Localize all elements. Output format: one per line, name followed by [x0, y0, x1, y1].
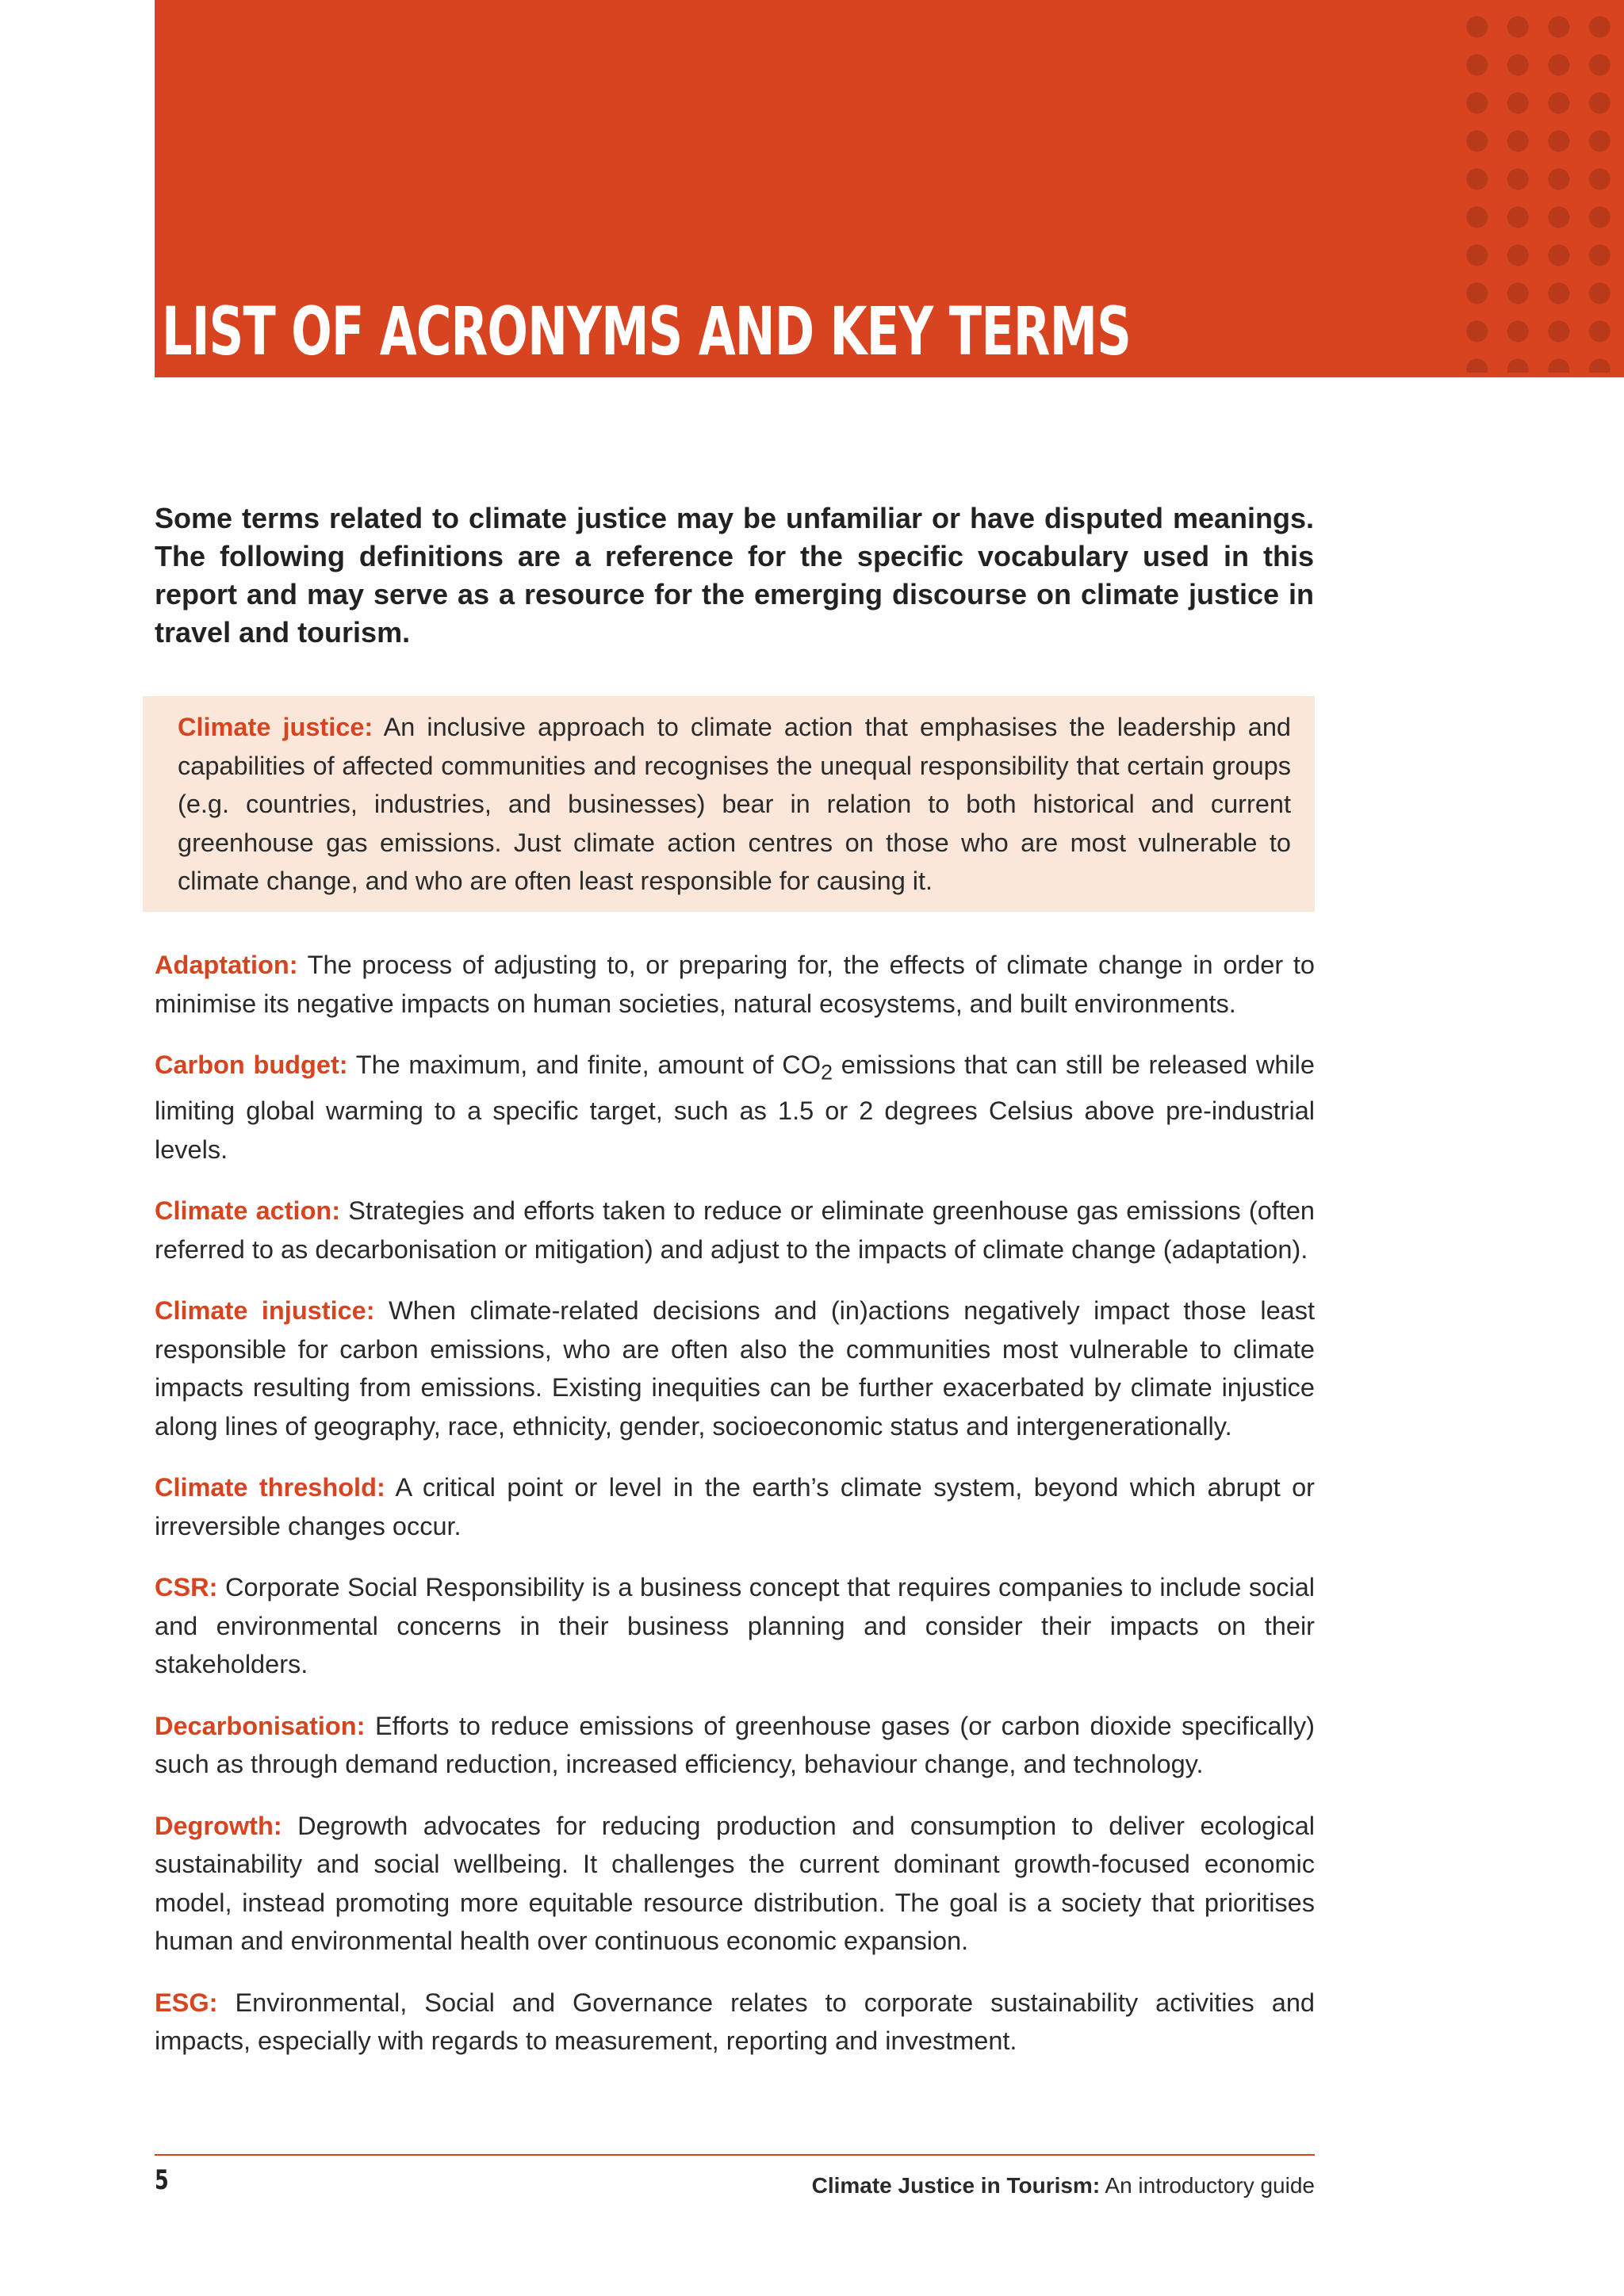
definition-adaptation: [155, 946, 1315, 1023]
term-label: Climate threshold:: [155, 1473, 385, 1502]
term-definition: A critical point or level in the earth’s climate system, beyond which abrupt or irreversible changes occur.: [155, 1473, 1315, 1540]
highlighted-definition-box: [143, 696, 1315, 912]
term-definition: The process of adjusting to, or preparing for, the effects of climate change in order to minimise its negative impacts on human societies, natural ecosystems, and built environments.: [155, 951, 1315, 1018]
definition-esg: [155, 1984, 1315, 2061]
term-definition: When climate-related decisions and (in)actions negatively impact those least responsible for carbon emissions, who are often also the communities most vulnerable to climate impacts resulting from emissions. Existing inequities can be further exacerbated by climate injustice along lines of geography, race, ethnicity, gender, socioeconomic status and intergenerationally.: [155, 1296, 1316, 1441]
term-label: Climate action:: [155, 1196, 341, 1225]
footer-document-title: [812, 2172, 1315, 2199]
term-label: ESG:: [155, 1988, 218, 2017]
dot-pattern-decoration: [1457, 8, 1624, 373]
definition-climate-injustice: [155, 1292, 1315, 1445]
definition-climate-action: [155, 1192, 1315, 1269]
intro-paragraph: Some terms related to climate justice may be unfamiliar or have disputed meanings. The following definitions are a reference for the specific vocabulary used in this report and may serve as a resource for the emerging discourse on climate justice in travel and tourism.: [155, 502, 1314, 649]
term-label: Carbon budget:: [155, 1050, 348, 1079]
term-definition: Corporate Social Responsibility is a business concept that requires companies to include social and environmental concerns in their business planning and consider their impacts on their stakeholders.: [155, 1573, 1316, 1678]
definition-climate-justice: [178, 708, 1291, 901]
term-label: Adaptation:: [155, 951, 298, 979]
definition-degrowth: [155, 1807, 1315, 1961]
term-definition: Degrowth advocates for reducing production and consumption to deliver ecological sustainability and social wellbeing. It challenges the current dominant growth-focused economic model, instead promoting more equitable resource distribution. The goal is a society that prioritises human and environmental health over continuous economic expansion.: [155, 1811, 1315, 1955]
footer-title-bold: Climate Justice in Tourism:: [811, 2173, 1101, 2198]
term-definition: An inclusive approach to climate action that emphasises the leadership and capabilities of affected communities and recognises the unequal responsibility that certain groups (e.g. countries, industries, and businesses) bear in relation to both historical and current greenhouse gas emissions. Just climate action centres on those who are most vulnerable to climate change, and who are often least responsible for causing it.: [178, 713, 1291, 895]
term-label: Climate justice:: [178, 713, 373, 741]
definition-carbon-budget: [155, 1046, 1315, 1169]
term-label: Degrowth:: [155, 1811, 282, 1840]
term-label: Climate injustice:: [155, 1296, 375, 1325]
term-definition: Strategies and efforts taken to reduce or eliminate greenhouse gas emissions (often referred to as decarbonisation or mitigation) and adjust to the impacts of climate change (adaptation).: [155, 1196, 1316, 1264]
term-definition: The maximum, and finite, amount of CO: [355, 1050, 822, 1079]
subscript-two: 2: [821, 1059, 833, 1085]
definition-decarbonisation: [155, 1707, 1315, 1784]
term-definition-continued: emissions that can still be released while limiting global warming to a specific target, such as 1.5 or 2 degrees Celsius above pre-industrial levels.: [155, 1050, 1315, 1164]
term-label: Decarbonisation:: [155, 1711, 366, 1740]
term-definition: Environmental, Social and Governance relates to corporate sustainability activities and impacts, especially with regards to measurement, reporting and investment.: [155, 1988, 1315, 2055]
page-title: LIST OF ACRONYMS AND KEY TERMS: [162, 293, 1132, 370]
footer-title-rest: An introductory guide: [1100, 2173, 1315, 2198]
definition-csr: [155, 1568, 1315, 1684]
page-number: 5: [155, 2164, 169, 2196]
definition-climate-threshold: [155, 1468, 1315, 1545]
term-label: CSR:: [155, 1573, 218, 1601]
footer-divider: [155, 2154, 1315, 2156]
terms-list: [155, 946, 1315, 2084]
term-definition: Efforts to reduce emissions of greenhouse gases (or carbon dioxide specifically) such as through demand reduction, increased efficiency, behaviour change, and technology.: [155, 1711, 1316, 1778]
